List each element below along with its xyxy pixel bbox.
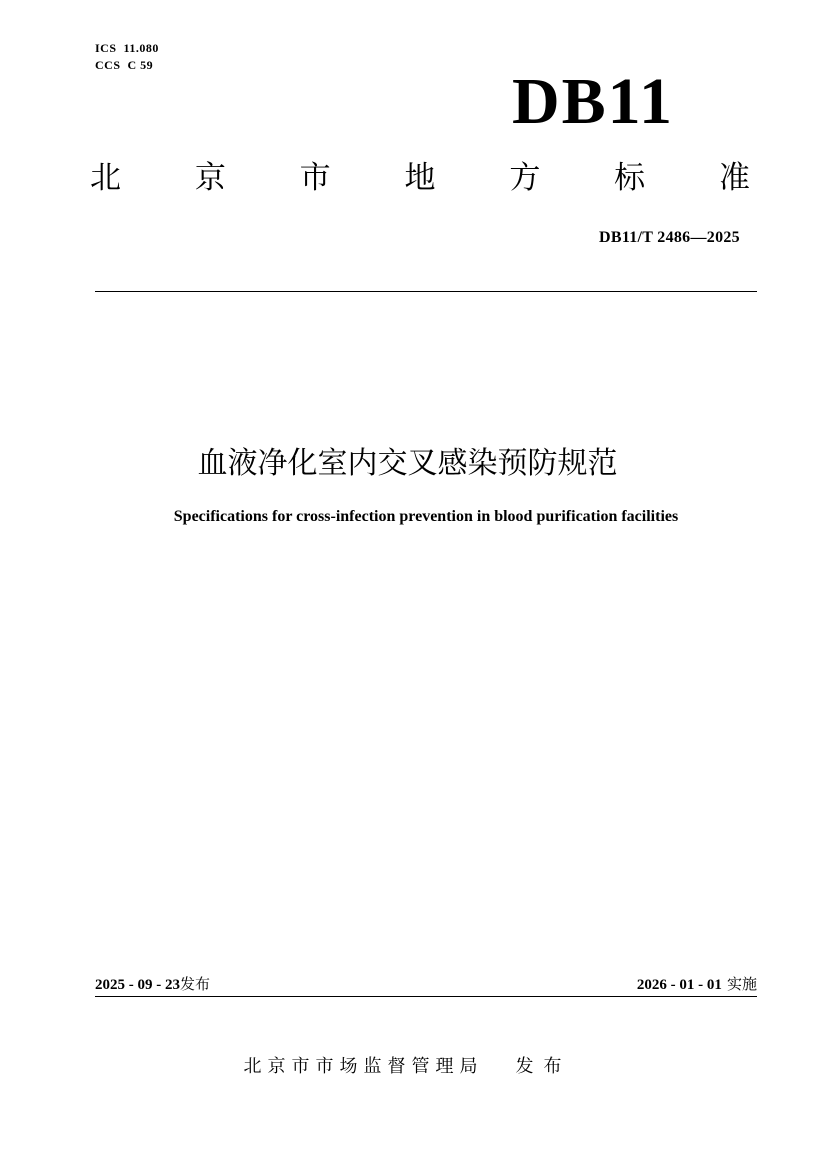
issuer-action: 发布 (515, 1056, 572, 1077)
standard-type-char: 准 (718, 160, 750, 196)
standard-type-heading (90, 158, 750, 198)
standard-type-char: 北 (90, 160, 121, 196)
standard-number: DB11/T 2486—2025 (599, 229, 740, 246)
standard-type-char: 方 (509, 160, 541, 196)
bottom-divider (95, 996, 757, 997)
english-title: Specifications for cross-infection prevention in blood purification facilities (173, 508, 679, 525)
standard-type-char: 市 (299, 160, 331, 196)
top-divider (95, 291, 757, 292)
implement-date-block (637, 973, 757, 996)
publish-date: 2025 - 09 - 23 (95, 977, 180, 993)
issuer-row (0, 1054, 815, 1080)
publish-label: 发布 (180, 975, 211, 993)
ics-code: ICS 11.080 (95, 41, 159, 55)
classification-codes (95, 40, 159, 74)
date-row (95, 973, 757, 997)
implement-date: 2026 - 01 - 01 (636, 977, 722, 993)
standard-type-char: 地 (404, 160, 436, 196)
ccs-code: CCS C 59 (95, 58, 154, 72)
standard-type-char: 京 (194, 160, 226, 196)
chinese-title: 血液净化室内交叉感染预防规范 (197, 446, 618, 481)
issuer-name: 北京市市场监督管理局 (243, 1056, 484, 1077)
implement-label: 实施 (726, 975, 757, 993)
standard-type-char: 标 (614, 160, 646, 196)
db11-logo: DB11 (512, 65, 675, 138)
publish-date-block (95, 973, 210, 996)
